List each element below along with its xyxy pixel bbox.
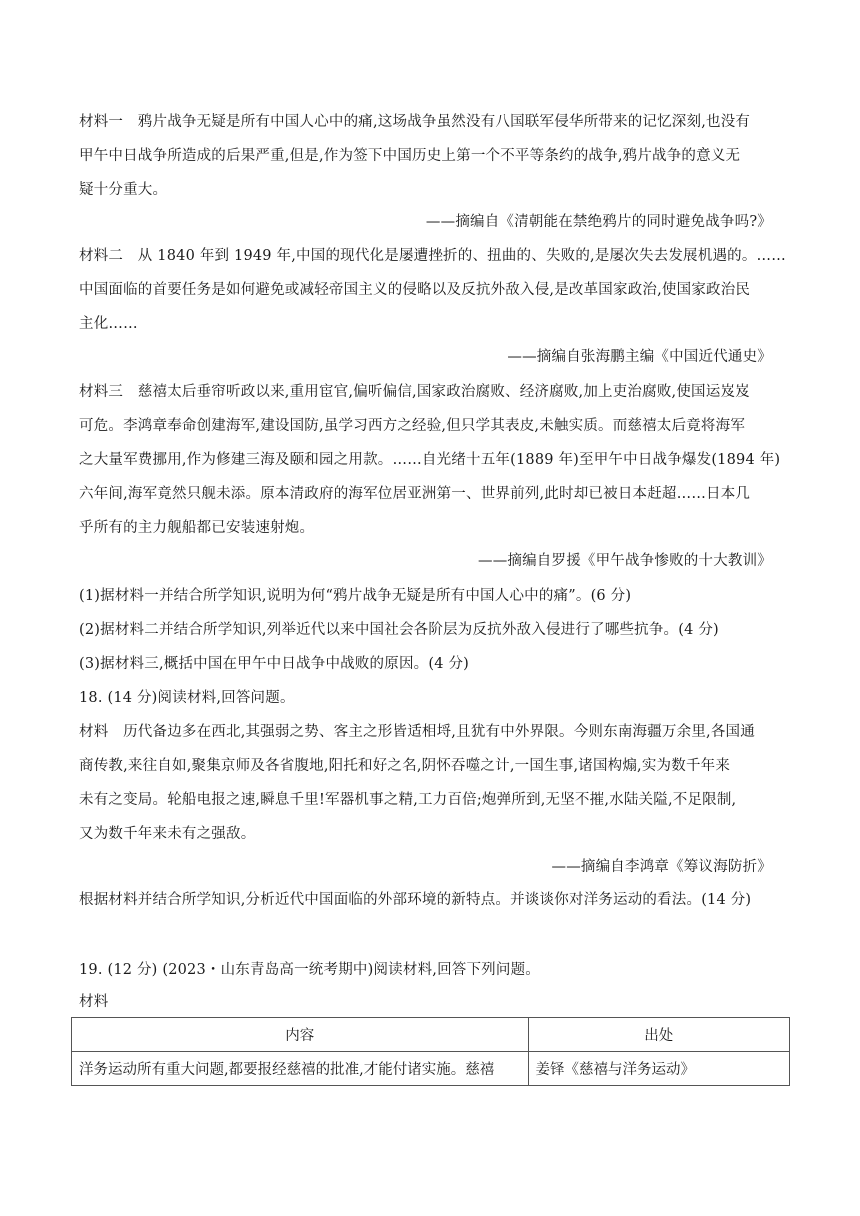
table-cell-source: 姜铎《慈禧与洋务运动》 [528,1052,789,1086]
material2-line: 主化…… [79,316,138,332]
material2-source: ——摘编自张海鹏主编《中国近代通史》 [507,349,772,365]
material3-line: 乎所有的主力舰船都已安装速射炮。 [79,520,315,536]
question-item: (2)据材料二并结合所学知识,列举近代以来中国社会各阶层为反抗外敌入侵进行了哪些抗争。(4 分) [79,622,719,638]
material3-source: ——摘编自罗援《甲午战争惨败的十大教训》 [478,553,772,569]
material1-line: 疑十分重大。 [79,182,168,198]
question-19-heading: 19. (12 分) (2023・山东青岛高一统考期中)阅读材料,回答下列问题。 [79,962,540,978]
material3-line: 之大量军费挪用,作为修建三海及颐和园之用款。……自光绪十五年(1889 年)至甲午中日战争爆发(1894 年) [79,452,781,468]
table-header-content: 内容 [72,1018,529,1052]
material2-line: 材料二 从 1840 年到 1949 年,中国的现代化是屡遭挫折的、扭曲的、失败的,是屡次失去发展机遇的。…… [79,248,786,264]
table-cell-content: 洋务运动所有重大问题,都要报经慈禧的批准,才能付诸实施。慈禧 [72,1052,529,1086]
source-table [71,1017,790,1086]
question-item: (1)据材料一并结合所学知识,说明为何“鸦片战争无疑是所有中国人心中的痛”。(6 分) [79,588,632,604]
material3-line: 材料三 慈禧太后垂帘听政以来,重用宦官,偏听偏信,国家政治腐败、经济腐败,加上吏治腐败,使国运岌岌 [79,384,750,400]
material1-line: 甲午中日战争所造成的后果严重,但是,作为签下中国历史上第一个不平等条约的战争,鸦片战争的意义无 [79,148,741,164]
table-header-row [72,1018,790,1052]
material1-line: 材料一 鸦片战争无疑是所有中国人心中的痛,这场战争虽然没有八国联军侵华所带来的记忆深刻,也没有 [79,114,751,130]
material3-line: 可危。李鸿章奉命创建海军,建设国防,虽学习西方之经验,但只学其表皮,未触实质。而慈禧太后竟将海军 [79,418,746,434]
q18-material-line: 又为数千年来未有之强敌。 [79,826,256,842]
question-item: (3)据材料三,概括中国在甲午中日战争中战败的原因。(4 分) [79,656,469,672]
q18-material-line: 商传教,来往自如,聚集京师及各省腹地,阳托和好之名,阴怀吞噬之计,一国生事,诸国构煽,实为数千年来 [79,758,731,774]
material1-source: ——摘编自《清朝能在禁绝鸦片的同时避免战争吗?》 [425,214,772,230]
table-header-source: 出处 [528,1018,789,1052]
q18-question: 根据材料并结合所学知识,分析近代中国面临的外部环境的新特点。并谈谈你对洋务运动的看法。(14 分) [79,892,752,908]
question-18-heading: 18. (14 分)阅读材料,回答问题。 [79,690,295,706]
q19-material-label: 材料 [79,994,109,1010]
q18-material-line: 材料 历代备边多在西北,其强弱之势、客主之形皆适相埒,且犹有中外界限。今则东南海疆万余里,各国通 [79,724,755,740]
material3-line: 六年间,海军竟然只舰未添。原本清政府的海军位居亚洲第一、世界前列,此时却已被日本赶超……日本几 [79,486,751,502]
q18-material-line: 未有之变局。轮船电报之速,瞬息千里!军器机事之精,工力百倍;炮弹所到,无坚不摧,水陆关隘,不足限制, [79,792,737,808]
table-row [72,1052,790,1086]
q18-source: ——摘编自李鸿章《筹议海防折》 [551,859,772,875]
material2-line: 中国面临的首要任务是如何避免或减轻帝国主义的侵略以及反抗外敌入侵,是改革国家政治,使国家政治民 [79,282,751,298]
